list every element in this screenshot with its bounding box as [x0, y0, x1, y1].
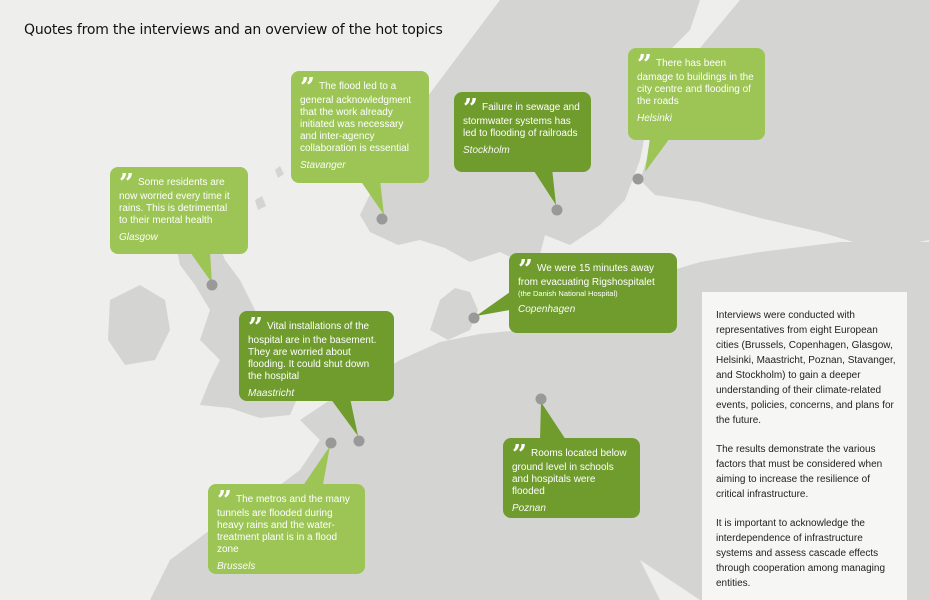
- quote-city: Stavanger: [300, 160, 346, 171]
- quote-note: (the Danish National Hospital): [518, 289, 618, 298]
- marker-stavanger: [377, 214, 388, 225]
- quote-bubble-helsinki: [628, 48, 765, 140]
- quote-icon: ”: [463, 94, 478, 124]
- quote-bubble-poznan: [503, 438, 640, 518]
- quote-bubble-copenhagen: [509, 253, 677, 333]
- quote-text: Rooms located below ground level in schools and hospitals were flooded: [512, 448, 627, 497]
- quote-text: Some residents are now worried every time it rains. This is detrimental to their mental health: [119, 177, 230, 226]
- info-paragraph-3: It is important to acknowledge the interdependence of infrastructure systems and assess cascade effects through cooperation among managing entities.: [716, 518, 886, 589]
- marker-maastricht: [354, 436, 365, 447]
- quote-text: The flood led to a general acknowledgment that the work already initiated was necessary and inter-agency collaboration is essential: [300, 81, 412, 154]
- quote-icon: ”: [248, 313, 263, 343]
- quote-city: Glasgow: [119, 232, 158, 243]
- quote-icon: ”: [518, 255, 533, 285]
- info-panel: [702, 292, 907, 600]
- quote-bubble-brussels: [208, 484, 365, 574]
- quote-icon: ”: [637, 50, 652, 80]
- quote-text: We were 15 minutes away from evacuating Rigshospitalet: [518, 263, 655, 288]
- quote-text: There has been damage to buildings in the city centre and flooding of the roads: [637, 58, 754, 107]
- quote-bubble-maastricht: [239, 311, 394, 401]
- quote-bubble-stockholm: [454, 92, 591, 172]
- marker-copenhagen: [469, 313, 480, 324]
- quote-icon: ”: [300, 73, 315, 103]
- quote-city: Copenhagen: [518, 304, 576, 315]
- quote-bubble-glasgow: [110, 167, 248, 254]
- ireland-landmass: [108, 285, 170, 365]
- quote-text: The metros and the many tunnels are flooded during heavy rains and the water-treatment plant is in a flood zone: [217, 494, 350, 555]
- quote-icon: ”: [217, 486, 232, 516]
- marker-glasgow: [207, 280, 218, 291]
- quote-city: Brussels: [217, 561, 256, 572]
- quote-text: Failure in sewage and stormwater systems has led to flooding of railroads: [463, 102, 580, 139]
- info-paragraph-1: Interviews were conducted with representatives from eight European cities (Brussels, Copenhagen, Glasgow, Helsinki, Maastricht, Poznan, Stavanger, and Stockholm) to gain a deeper understanding of their climate-related events, policies, concerns, and plans for the future.: [716, 310, 896, 426]
- quote-city: Stockholm: [463, 145, 510, 156]
- quote-city: Helsinki: [637, 113, 673, 124]
- quote-city: Poznan: [512, 503, 546, 514]
- tail-copenhagen: [476, 292, 510, 316]
- quote-city: Maastricht: [248, 388, 295, 399]
- marker-helsinki: [633, 174, 644, 185]
- marker-stockholm: [552, 205, 563, 216]
- page-title: Quotes from the interviews and an overview of the hot topics: [24, 22, 443, 38]
- quote-icon: ”: [512, 440, 527, 470]
- marker-poznan: [536, 394, 547, 405]
- quote-text: Vital installations of the hospital are in the basement. They are worried about flooding. It could shut down the hospital: [248, 321, 377, 382]
- quote-bubble-stavanger: [291, 71, 429, 183]
- islands: [255, 166, 284, 210]
- quote-icon: ”: [119, 169, 134, 199]
- marker-brussels: [326, 438, 337, 449]
- info-paragraph-2: The results demonstrate the various factors that must be considered when aiming to increase the resilience of critical infrastructure.: [716, 444, 883, 500]
